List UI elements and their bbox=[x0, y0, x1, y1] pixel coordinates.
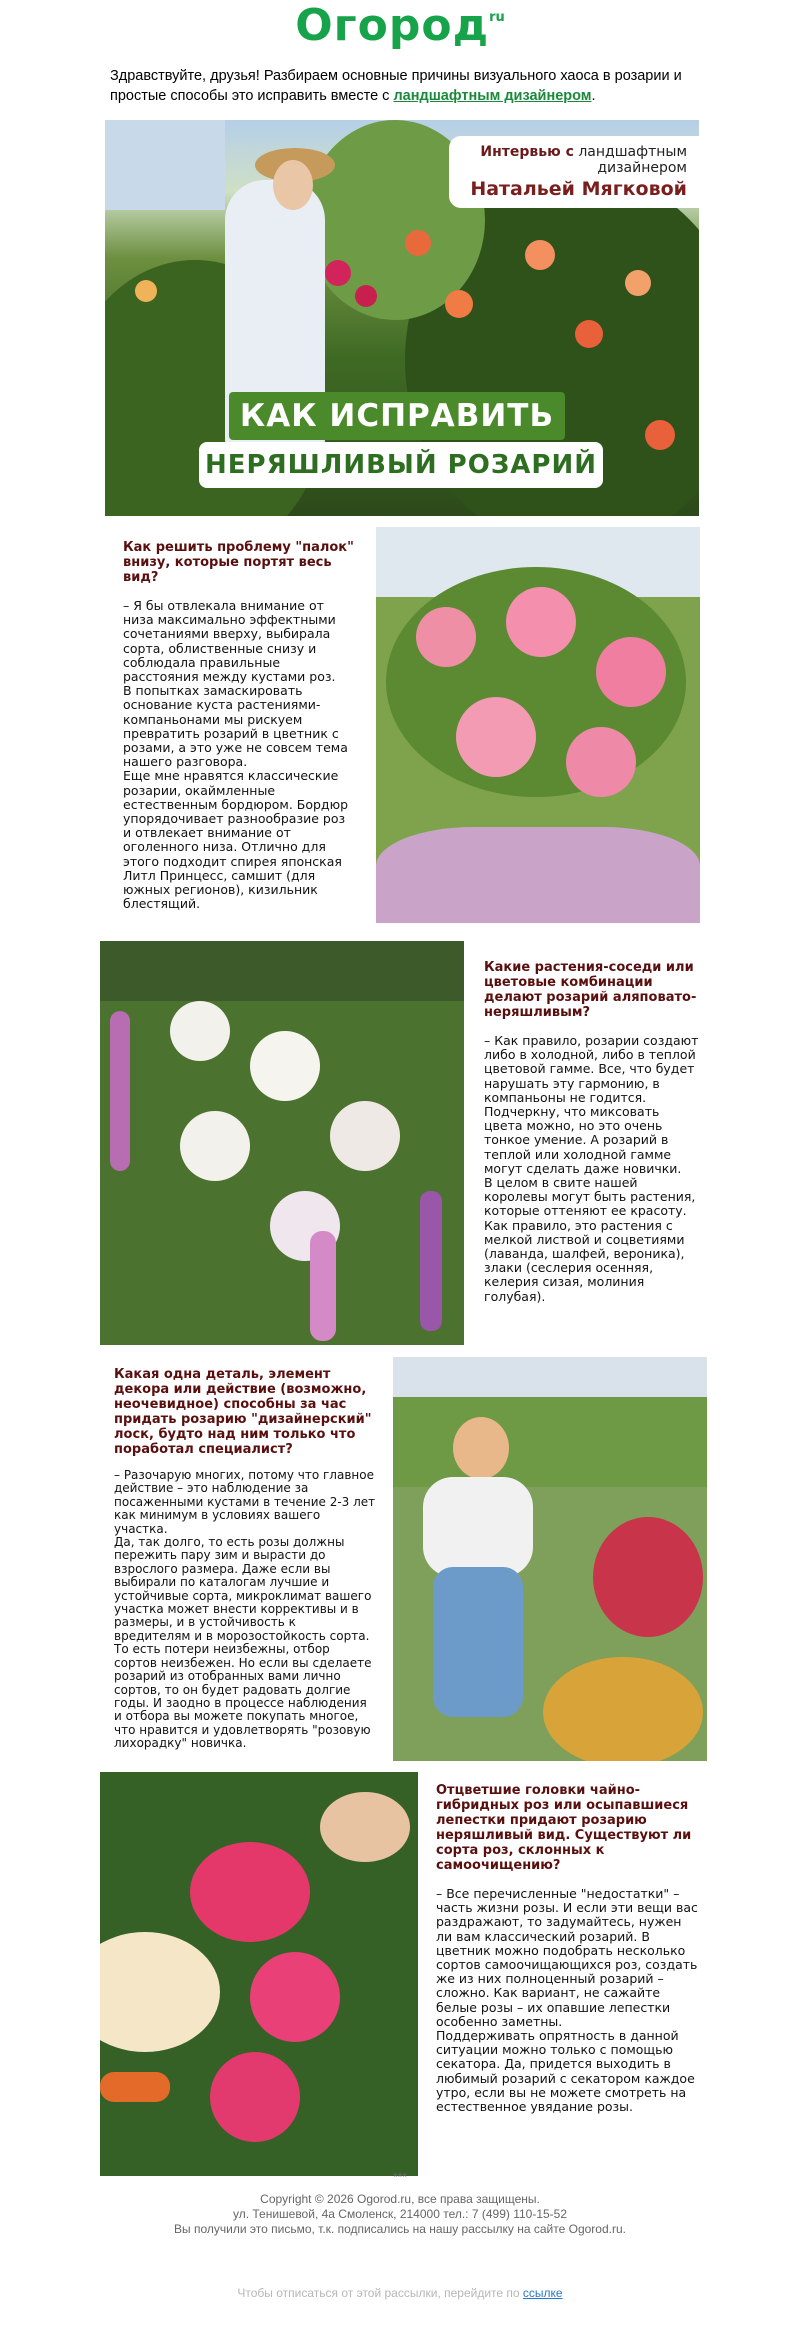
rose bbox=[135, 280, 157, 302]
intro-text bbox=[110, 66, 710, 106]
question-3: Какая одна деталь, элемент декора или действие (возможно, неочевидное) способны за час придать розарию "дизайнерский" лоск, будто над ним только что поработал специалист? bbox=[114, 1367, 372, 1457]
photo-trees bbox=[393, 1397, 707, 1487]
photo-blur-light bbox=[320, 1792, 410, 1862]
woman-gardening-photo[interactable] bbox=[393, 1357, 707, 1761]
gardener-head bbox=[273, 160, 313, 210]
interview-line2: дизайнером bbox=[597, 160, 687, 176]
rose bbox=[625, 270, 651, 296]
rose bbox=[325, 260, 351, 286]
rose bbox=[405, 230, 431, 256]
rose bbox=[575, 320, 603, 348]
section-1-text bbox=[123, 540, 355, 911]
rose bbox=[355, 285, 377, 307]
rose bbox=[525, 240, 555, 270]
photo-foxglove bbox=[420, 1191, 442, 1331]
footer-copyright: Copyright © 2026 Ogorod.ru, все права защищены. bbox=[260, 2192, 540, 2206]
footer-subscription-note: Вы получили это письмо, т.к. подписались на нашу рассылку на сайте Ogorod.ru. bbox=[174, 2222, 626, 2236]
photo-rose bbox=[210, 2052, 300, 2142]
footer bbox=[0, 2192, 800, 2237]
question-4: Отцветшие головки чайно-гибридных роз или осыпавшиеся лепестки придают розарию неряшливый вид. Существуют ли сорта роз, склонных к самоочищению? bbox=[436, 1783, 692, 1873]
hero-banner-top: КАК ИСПРАВИТЬ bbox=[229, 392, 565, 440]
photo-rose bbox=[456, 697, 536, 777]
photo-secateurs bbox=[100, 2072, 170, 2102]
logo-text: Огород bbox=[295, 0, 490, 51]
photo-glove bbox=[100, 1932, 220, 2052]
photo-woman-head bbox=[453, 1417, 509, 1479]
unsubscribe-text: Чтобы отписаться от этой рассылки, перейдите по bbox=[237, 2286, 523, 2300]
answer-1: – Я бы отвлекала внимание от низа максимально эффектными сочетаниями вверху, выбирала сорта, облиственные снизу и соблюдала правильные расстояния между кустами роз. В попытках замаскировать основание куста растениями-компаньонами мы рискуем превратить розарий в цветник с розами, а это уже не совсем тема нашего разговора. Еще мне нравятся классические розарии, окаймленные естественным бордюром. Бордюр упорядочивает разнообразие роз и отвлекает внимание от оголенного низа. Отлично для этого подходит спирея японская Литл Принцесс, самшит (для южных регионов), кизильник блестящий. bbox=[123, 598, 349, 912]
photo-yellow-flowers bbox=[543, 1657, 703, 1761]
intro-end: . bbox=[591, 88, 596, 104]
section-2-text bbox=[484, 960, 699, 1304]
pink-roses-photo[interactable] bbox=[376, 527, 700, 923]
interview-line1 bbox=[461, 144, 687, 160]
logo-suffix: ru bbox=[489, 10, 505, 25]
question-2: Какие растения-соседи или цветовые комбинации делают розарий аляповато-неряшливым? bbox=[484, 960, 697, 1020]
photo-foxglove bbox=[310, 1231, 336, 1341]
unsubscribe-line bbox=[0, 2286, 800, 2300]
photo-rose bbox=[190, 1842, 310, 1942]
photo-foxglove bbox=[110, 1011, 130, 1171]
designer-link[interactable]: ландшафтным дизайнером bbox=[393, 88, 592, 104]
photo-rose bbox=[180, 1111, 250, 1181]
photo-rose bbox=[330, 1101, 400, 1171]
designer-name: Натальей Мягковой bbox=[470, 178, 687, 200]
answer-4: – Все перечисленные "недостатки" – часть жизни розы. И если эти вещи вас раздражают, то задумайтесь, нужен ли вам классический розарий. В цветник можно подобрать несколько сортов самоочищающихся роз, создать же из них полноценный розарий – сложно. Как вариант, не сажайте белые розы – их опавшие лепестки особенно заметны. Поддерживать опрятность в данной ситуации можно только с помощью секатора. Да, придется выходить в любимый розарий с секатором каждое утро, если вы не можете смотреть на естественное увядание розы. bbox=[436, 1886, 698, 2115]
hero-banner-bottom: НЕРЯШЛИВЫЙ РОЗАРИЙ bbox=[199, 442, 603, 488]
photo-striped-shirt bbox=[423, 1477, 533, 1577]
rose bbox=[645, 420, 675, 450]
photo-flowerbed bbox=[376, 827, 700, 923]
footer-separator: *** bbox=[392, 2170, 407, 2184]
footer-address: ул. Тенишевой, 4а Смоленск, 214000 тел.: 7 (499) 110-15-52 bbox=[232, 2207, 568, 2221]
hero-sky bbox=[105, 120, 225, 210]
intro-body: Здравствуйте, друзья! Разбираем основные причины визуального хаоса в розарии и простые способы это исправить вместе с bbox=[110, 68, 682, 104]
photo-jeans bbox=[433, 1567, 523, 1717]
hero-image[interactable] bbox=[105, 120, 699, 516]
answer-3: – Разочарую многих, потому что главное действие – это наблюдение за посаженными кустами в течение 2-3 лет как минимум в условиях вашего участка. Да, так долго, то есть розы должны пережить пару зим и вырасти до взрослого размера. Даже если вы выбирали по каталогам лучшие и устойчивые сорта, микроклимат вашего участка может внести коррективы и в размеры, и в устойчивость к вредителям и в морозостойкость сорта. То есть потери неизбежны, отбор сортов неизбежен. Но если вы сделаете розарий из отобранных вами лично сортов, то он будет радовать долгие годы. И заодно в процессе наблюдения и отбора вы можете покупать многое, что нравится и удовлетворять "розовую лихорадку" новичка. bbox=[114, 1468, 376, 1751]
interview-role: ландшафтным bbox=[573, 144, 687, 160]
photo-rose bbox=[250, 1031, 320, 1101]
photo-background bbox=[100, 941, 464, 1001]
interview-card bbox=[449, 136, 699, 208]
photo-rose bbox=[416, 607, 476, 667]
photo-rose bbox=[596, 637, 666, 707]
unsubscribe-link[interactable]: ссылке bbox=[522, 2286, 563, 2300]
answer-2: – Как правило, розарии создают либо в холодной, либо в теплой цветовой гамме. Все, что будет нарушать эту гармонию, в компаньоны не годится. Подчеркну, что миксовать цвета можно, но это очень тонкое умение. А розарий в теплой или холодной гамме могут сделать даже новички. В целом в свите нашей королевы могут быть растения, которые оттеняют ее красоту. Как правило, это растения с мелкой листвой и соцветиями (лаванда, шалфей, вероника), злаки (сеслерия осенняя, келерия сизая, молиния голубая). bbox=[484, 1033, 699, 1304]
photo-red-roses bbox=[593, 1517, 703, 1637]
question-1: Как решить проблему "палок" внизу, которые портят весь вид? bbox=[123, 540, 354, 585]
interview-label: Интервью с bbox=[480, 144, 574, 160]
white-roses-photo[interactable] bbox=[100, 941, 464, 1345]
section-4-text bbox=[436, 1783, 700, 2114]
pink-roses-secateurs-photo[interactable] bbox=[100, 1772, 418, 2176]
photo-rose bbox=[170, 1001, 230, 1061]
section-3-text bbox=[114, 1367, 376, 1751]
photo-rose bbox=[566, 727, 636, 797]
photo-rose bbox=[506, 587, 576, 657]
photo-rose bbox=[250, 1952, 340, 2042]
rose bbox=[445, 290, 473, 318]
logo[interactable] bbox=[0, 0, 800, 62]
